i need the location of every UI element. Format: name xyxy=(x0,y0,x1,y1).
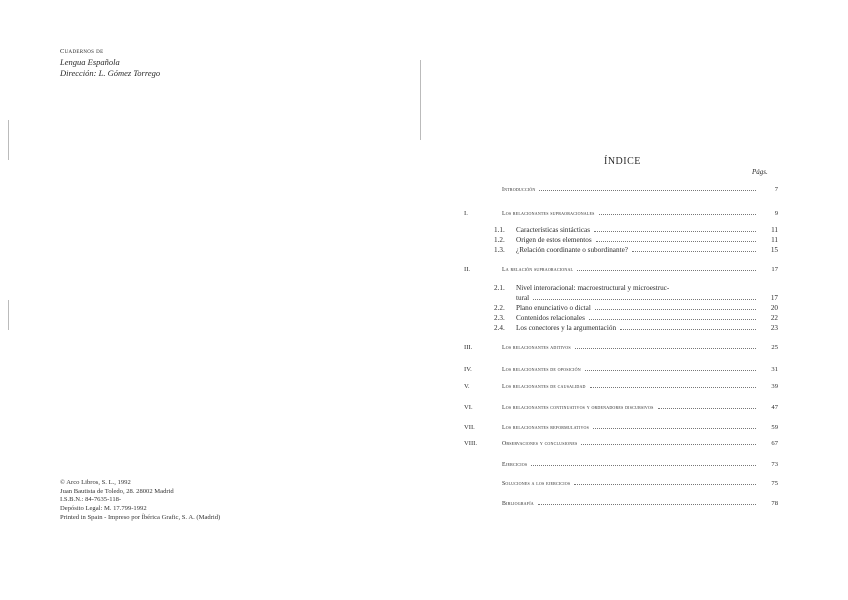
toc-entry-page: 78 xyxy=(771,500,778,507)
colophon-header xyxy=(60,46,160,79)
toc-leader xyxy=(620,326,756,330)
toc-entry-page: 23 xyxy=(770,324,778,332)
toc-entry-page: 20 xyxy=(770,304,778,312)
toc-entry-title: Los relacionantes de causalidad xyxy=(502,384,586,390)
toc-entry-page: 9 xyxy=(774,210,778,217)
toc-page-header: Págs. xyxy=(752,168,768,176)
toc-leader xyxy=(589,316,756,320)
toc-entry xyxy=(494,284,778,292)
toc-entry-page: 47 xyxy=(771,404,778,411)
series-label: Cuadernos de xyxy=(60,48,104,55)
toc-entry-page: 15 xyxy=(770,246,778,254)
toc-entry-title: Los relacionantes continuativos y ordenadores discursivos xyxy=(502,405,654,411)
toc-leader xyxy=(585,367,756,371)
toc-entry-title: Nivel interoracional: macroestructural y microestruc- xyxy=(516,284,670,292)
toc-entry-page: 11 xyxy=(771,236,778,244)
toc-entry-title: Los relacionantes supraoracionales xyxy=(502,211,595,217)
toc-entry xyxy=(464,500,778,507)
toc-entry-number: III. xyxy=(464,344,473,351)
toc-entry-page: 75 xyxy=(771,480,778,487)
copyright-block xyxy=(60,479,220,523)
toc-entry-title: Observaciones y conclusiones xyxy=(502,441,578,447)
toc-entry-title: Contenidos relacionales xyxy=(516,314,585,322)
copyright-line: I.S.B.N.: 84-7635-118- xyxy=(60,496,122,504)
toc-entry-page: 17 xyxy=(770,294,778,302)
toc-leader xyxy=(574,481,756,485)
toc-entry-page: 25 xyxy=(771,344,778,351)
toc-entry-number: VI. xyxy=(464,404,473,411)
toc-entry-page: 7 xyxy=(774,186,778,193)
toc-entry-page: 67 xyxy=(771,440,778,447)
toc-entry xyxy=(464,404,778,411)
copyright-line: Juan Bautista de Toledo, 28. 28002 Madrid xyxy=(60,487,174,495)
toc-entry xyxy=(464,440,778,447)
toc-entry-title: La relación supraoracional xyxy=(502,267,574,273)
toc-entry xyxy=(516,294,778,302)
toc-entry-number: I. xyxy=(464,210,468,217)
toc-leader xyxy=(599,211,756,215)
toc-leader xyxy=(593,425,756,429)
toc-entry-page: 73 xyxy=(771,461,778,468)
toc-leader xyxy=(590,384,756,388)
right-page xyxy=(424,0,848,600)
toc-entry-page: 11 xyxy=(771,226,778,234)
toc-entry xyxy=(494,226,778,234)
toc-entry-title: tural xyxy=(516,294,530,302)
toc-entry-number: VII. xyxy=(464,424,475,431)
copyright-line: Printed in Spain - Impreso por Íbérica Grafic, S. A. (Madrid) xyxy=(60,513,221,521)
toc-entry-page: 22 xyxy=(770,314,778,322)
toc-entry xyxy=(494,304,778,312)
toc-entry-title: ¿Relación coordinante o subordinante? xyxy=(516,246,628,254)
toc-entry-page: 39 xyxy=(771,383,778,390)
toc-leader xyxy=(581,441,756,445)
toc-leader xyxy=(577,267,756,271)
toc-leader xyxy=(595,306,756,310)
toc-entry-title: Origen de estos elementos xyxy=(516,236,592,244)
toc-leader xyxy=(632,248,756,252)
toc-entry-number: 2.1. xyxy=(494,284,505,292)
toc-entry-title: Plano enunciativo o dictal xyxy=(516,304,591,312)
toc-entry-page: 59 xyxy=(771,424,778,431)
toc-entry-title: Los conectores y la argumentación xyxy=(516,324,617,332)
toc-leader xyxy=(594,228,756,232)
toc-entry-title: Soluciones a los ejercicios xyxy=(502,481,571,487)
toc-entry-title: Los relacionantes de oposición xyxy=(502,367,581,373)
toc-entry-page: 31 xyxy=(771,366,778,373)
toc-entry xyxy=(464,366,778,373)
toc-entry-title: Características sintácticas xyxy=(516,226,591,234)
toc-entry xyxy=(494,324,778,332)
toc-entry xyxy=(464,480,778,487)
toc-entry-title: Bibliografía xyxy=(502,501,534,507)
toc-entry xyxy=(464,461,778,468)
scan-gutter-mark xyxy=(420,60,421,140)
copyright-line: Depósito Legal: M. 17.799-1992 xyxy=(60,505,147,513)
director-line: Dirección: L. Gómez Torrego xyxy=(60,68,161,78)
toc-entry xyxy=(494,246,778,254)
toc-entry-title: Los relacionantes reformulativos xyxy=(502,425,590,431)
toc-entry-number: 2.2. xyxy=(494,304,505,312)
toc-entry-number: 1.2. xyxy=(494,236,505,244)
toc-entry xyxy=(464,186,778,193)
toc-entry-number: II. xyxy=(464,266,471,273)
toc-entry xyxy=(464,383,778,390)
toc-entry xyxy=(464,344,778,351)
toc-entry xyxy=(494,236,778,244)
copyright-line: © Arco Libros, S. L., 1992 xyxy=(60,479,131,486)
toc-leader xyxy=(531,462,756,466)
toc-entry-number: 2.3. xyxy=(494,314,505,322)
toc-leader xyxy=(658,405,756,409)
toc-leader xyxy=(575,345,756,349)
toc-entry-number: 1.3. xyxy=(494,246,505,254)
toc-entry-number: 2.4. xyxy=(494,324,505,332)
toc-entry-title: Ejercicios xyxy=(502,462,528,468)
toc-entry-number: 1.1. xyxy=(494,226,505,234)
toc-entry xyxy=(464,266,778,273)
scan-margin-mark xyxy=(8,300,9,330)
toc-entry-number: IV. xyxy=(464,366,472,373)
toc-entry-page: 17 xyxy=(771,266,778,273)
toc-title: ÍNDICE xyxy=(604,156,641,167)
toc-leader xyxy=(538,501,756,505)
toc-entry xyxy=(494,314,778,322)
toc-entry-number: V. xyxy=(464,383,470,390)
toc-entry xyxy=(464,424,778,431)
toc-entry-title: Introducción xyxy=(502,187,536,193)
toc-entry xyxy=(464,210,778,217)
scan-margin-mark xyxy=(8,120,9,160)
toc-leader xyxy=(539,187,756,191)
toc-entry-number: VIII. xyxy=(464,440,477,447)
toc-entry-title: Los relacionantes aditivos xyxy=(502,345,571,351)
toc-leader xyxy=(596,238,756,242)
collection-title: Lengua Española xyxy=(60,57,120,67)
toc-leader xyxy=(533,296,756,300)
